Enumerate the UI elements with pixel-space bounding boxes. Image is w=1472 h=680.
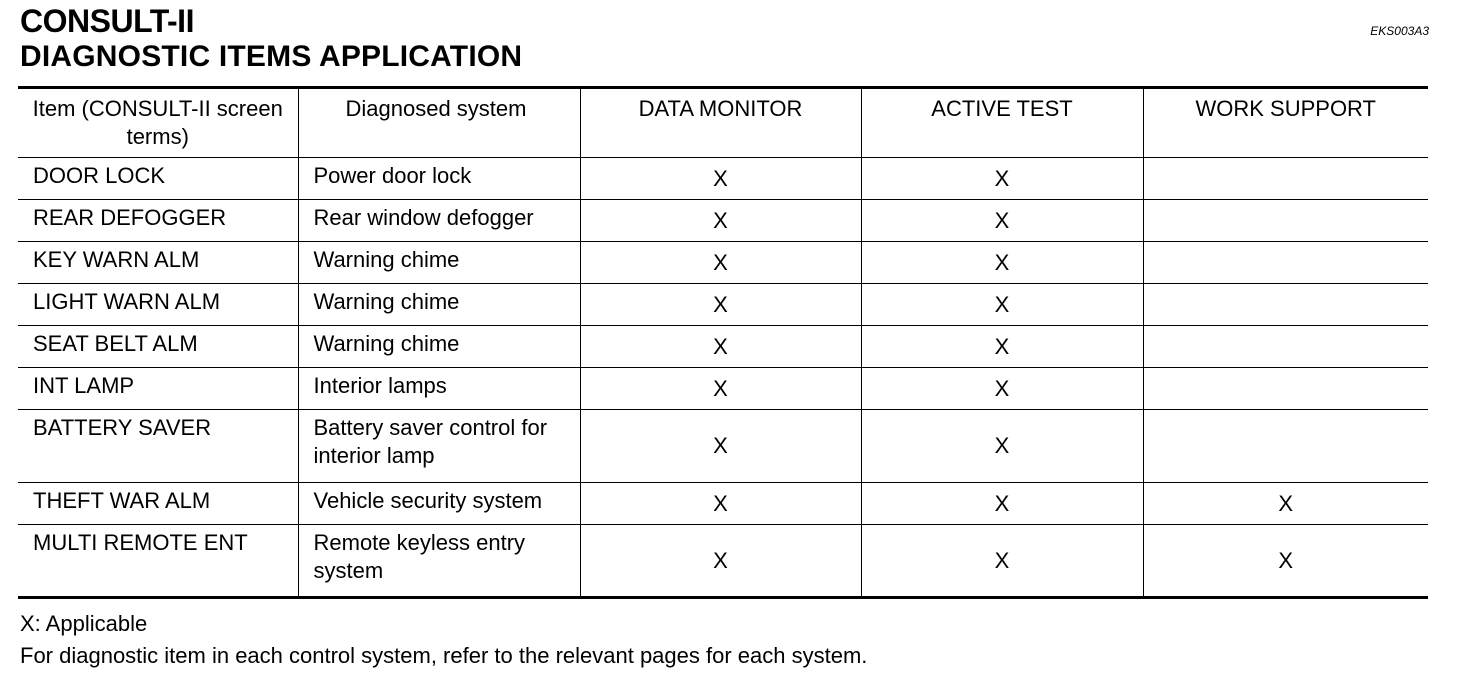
cell-data-monitor: X: [580, 525, 861, 598]
cell-work-support: [1143, 158, 1428, 200]
legend-note: X: Applicable: [20, 611, 148, 636]
cell-data-monitor: X: [580, 242, 861, 284]
cell-work-support: [1143, 284, 1428, 326]
cell-diagnosed-system: Warning chime: [298, 326, 580, 368]
table-row: [18, 242, 1428, 284]
table-row: [18, 284, 1428, 326]
document-code: EKS003A3: [1370, 24, 1429, 38]
cell-item: BATTERY SAVER: [18, 410, 298, 483]
cell-work-support: [1143, 200, 1428, 242]
cell-data-monitor: X: [580, 200, 861, 242]
cell-active-test: X: [861, 242, 1143, 284]
table-row: [18, 200, 1428, 242]
cell-item: THEFT WAR ALM: [18, 483, 298, 525]
cell-work-support: [1143, 326, 1428, 368]
cell-diagnosed-system: Remote keyless entry system: [298, 525, 580, 598]
cell-work-support: [1143, 368, 1428, 410]
cell-active-test: X: [861, 368, 1143, 410]
cell-active-test: X: [861, 284, 1143, 326]
cell-active-test: X: [861, 525, 1143, 598]
cell-item: KEY WARN ALM: [18, 242, 298, 284]
cell-active-test: X: [861, 410, 1143, 483]
cell-data-monitor: X: [580, 326, 861, 368]
reference-note: For diagnostic item in each control system, refer to the relevant pages for each system.: [20, 643, 868, 668]
table-row: [18, 410, 1428, 483]
cell-data-monitor: X: [580, 410, 861, 483]
column-header-item: Item (CONSULT-II screen terms): [18, 88, 298, 158]
cell-item: REAR DEFOGGER: [18, 200, 298, 242]
cell-item: INT LAMP: [18, 368, 298, 410]
cell-diagnosed-system: Rear window defogger: [298, 200, 580, 242]
cell-diagnosed-system: Power door lock: [298, 158, 580, 200]
column-header-data-monitor: DATA MONITOR: [580, 88, 861, 158]
column-header-diagnosed-system: Diagnosed system: [298, 88, 580, 158]
cell-active-test: X: [861, 326, 1143, 368]
cell-work-support: [1143, 410, 1428, 483]
table-row: [18, 158, 1428, 200]
cell-data-monitor: X: [580, 483, 861, 525]
cell-diagnosed-system: Vehicle security system: [298, 483, 580, 525]
cell-diagnosed-system: Warning chime: [298, 284, 580, 326]
cell-data-monitor: X: [580, 368, 861, 410]
table-row: [18, 368, 1428, 410]
page-title: CONSULT-II: [20, 3, 194, 39]
column-header-active-test: ACTIVE TEST: [861, 88, 1143, 158]
table-row: [18, 483, 1428, 525]
cell-active-test: X: [861, 483, 1143, 525]
cell-data-monitor: X: [580, 284, 861, 326]
cell-item: SEAT BELT ALM: [18, 326, 298, 368]
cell-item: LIGHT WARN ALM: [18, 284, 298, 326]
column-header-work-support: WORK SUPPORT: [1143, 88, 1428, 158]
cell-diagnosed-system: Battery saver control for interior lamp: [298, 410, 580, 483]
cell-item: DOOR LOCK: [18, 158, 298, 200]
cell-work-support: [1143, 242, 1428, 284]
page-subtitle: DIAGNOSTIC ITEMS APPLICATION: [20, 40, 523, 73]
table-row: [18, 326, 1428, 368]
cell-data-monitor: X: [580, 158, 861, 200]
cell-work-support: X: [1143, 483, 1428, 525]
cell-active-test: X: [861, 200, 1143, 242]
cell-diagnosed-system: Warning chime: [298, 242, 580, 284]
cell-diagnosed-system: Interior lamps: [298, 368, 580, 410]
diagnostic-items-table: [18, 86, 1428, 599]
table-row: [18, 525, 1428, 598]
cell-item: MULTI REMOTE ENT: [18, 525, 298, 598]
cell-work-support: X: [1143, 525, 1428, 598]
table-header-row: [18, 88, 1428, 158]
cell-active-test: X: [861, 158, 1143, 200]
